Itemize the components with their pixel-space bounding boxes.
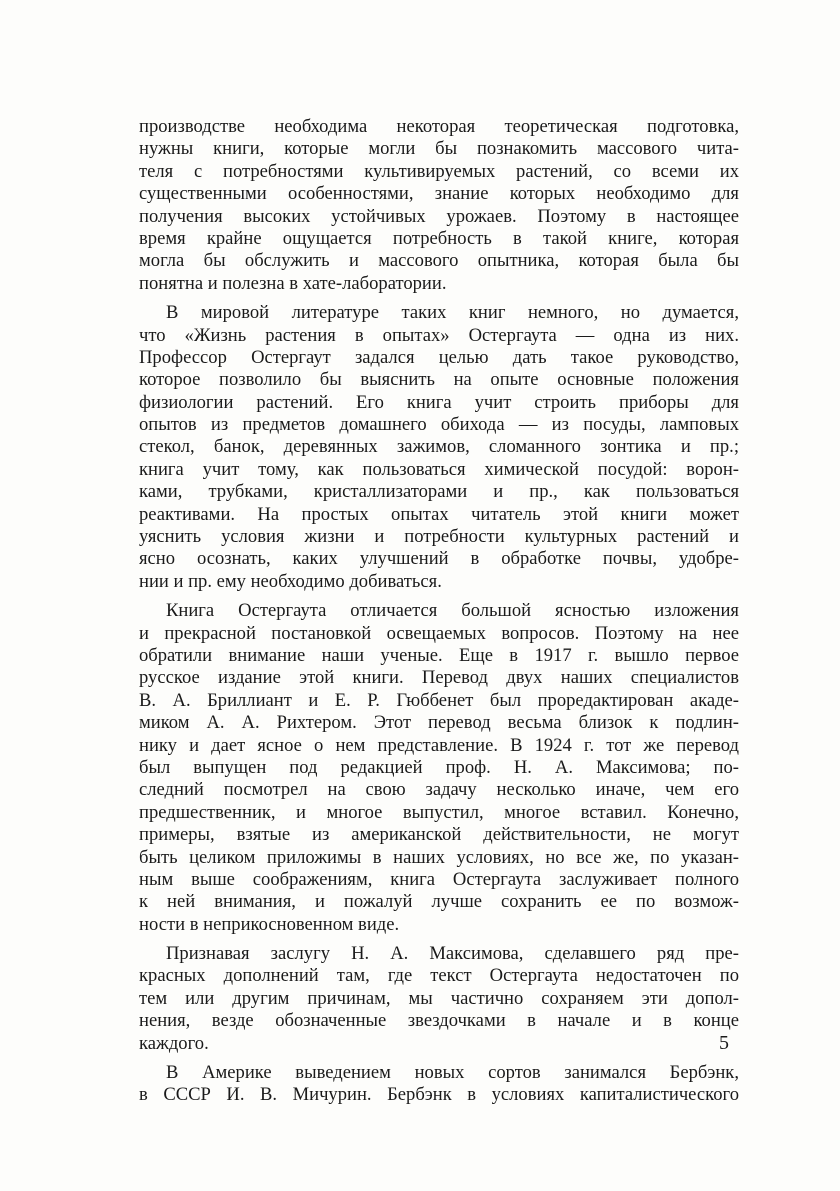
text-line: Книга Остергаута отличается большой ясностью изложения — [166, 600, 739, 622]
paragraph — [139, 943, 739, 1055]
text-line: опытов из предметов домашнего обихода — из посуды, ламповых — [139, 414, 739, 436]
text-line: реактивами. На простых опытах читатель этой книги может — [139, 503, 739, 525]
text-line: к ней внимания, и пожалуй лучше сохранить ее по возмож- — [139, 891, 739, 913]
text-line: нику и дает ясное о нем представление. В 1924 г. тот же перевод — [139, 734, 739, 756]
text-line: существенными особенностями, знание которых необходимо для — [139, 183, 739, 205]
text-line: Профессор Остергаут задался целью дать такое руководство, — [139, 346, 739, 368]
text-line: производстве необходима некоторая теоретическая подготовка, — [139, 116, 739, 137]
text-line: предшественник, и многое выпустил, многое вставил. Конечно, — [139, 801, 739, 823]
text-line: могла бы обслужить и массового опытника, которая была бы — [139, 250, 739, 272]
paragraph-gap — [139, 593, 739, 600]
text-line: теля с потребностями культивируемых растений, со всеми их — [139, 160, 739, 182]
text-line: которое позволило бы выяснить на опыте основные положения — [139, 369, 739, 391]
text-line: уяснить условия жизни и потребности культурных растений и — [139, 526, 739, 548]
text-line: миком А. А. Рихтером. Этот перевод весьма близок к подлин- — [139, 712, 739, 734]
text-line: в СССР И. В. Мичурин. Бербэнк в условиях капиталистического — [139, 1084, 739, 1106]
text-line: нии и пр. ему необходимо добиваться. — [139, 570, 442, 592]
text-line: ности в неприкосновенном виде. — [139, 913, 400, 935]
text-line: стекол, банок, деревянных зажимов, сломанного зонтика и пр.; — [139, 436, 739, 458]
text-line: что «Жизнь растения в опытах» Остергаута — одна из них. — [139, 324, 739, 346]
text-line: книга учит тому, как пользоваться химической посудой: ворон- — [139, 458, 739, 480]
text-line: красных дополнений там, где текст Остергаута недостаточен по — [139, 965, 739, 987]
text-line: В мировой литературе таких книг немного, но думается, — [166, 302, 739, 324]
text-line: был выпущен под редакцией проф. Н. А. Максимова; по- — [139, 756, 739, 778]
text-line: время крайне ощущается потребность в такой книге, которая — [139, 227, 739, 249]
text-line: нужны книги, которые могли бы познакомить массового чита- — [139, 138, 739, 160]
page-number: 5 — [719, 1032, 729, 1054]
text-line: и прекрасной постановкой освещаемых вопросов. Поэтому на нее — [139, 622, 739, 644]
text-line: Признавая заслугу Н. А. Максимова, сделавшего ряд пре- — [166, 943, 739, 965]
text-line: получения высоких устойчивых урожаев. Поэтому в настоящее — [139, 205, 739, 227]
paragraph — [139, 1062, 739, 1107]
text-line: В. А. Бриллиант и Е. Р. Гюббенет был проредактирован акаде- — [139, 689, 739, 711]
text-line: физиологии растений. Его книга учит строить приборы для — [139, 391, 739, 413]
text-line: следний посмотрел на свою задачу несколько иначе, чем его — [139, 779, 739, 801]
text-line: обратили внимание наши ученые. Еще в 1917 г. вышло первое — [139, 644, 739, 666]
text-line: понятна и полезна в хате-лаборатории. — [139, 272, 447, 294]
text-line: быть целиком приложимы в наших условиях, но все же, по указан- — [139, 846, 739, 868]
text-line: тем или другим причинам, мы частично сохраняем эти допол- — [139, 987, 739, 1009]
paragraph-gap — [139, 1055, 739, 1062]
text-line: нения, везде обозначенные звездочками в начале и в конце — [139, 1010, 739, 1032]
paragraph — [139, 116, 739, 295]
paragraph-gap — [139, 295, 739, 302]
text-line: В Америке выведением новых сортов занимался Бербэнк, — [166, 1062, 739, 1084]
text-line: ным выше соображениям, книга Остергаута заслуживает полного — [139, 868, 739, 890]
paragraph-gap — [139, 936, 739, 943]
text-line: примеры, взятые из американской действительности, не могут — [139, 824, 739, 846]
text-line: ками, трубками, кристаллизаторами и пр., как пользоваться — [139, 481, 739, 503]
body-text — [139, 116, 739, 1107]
text-line: каждого. — [139, 1032, 209, 1054]
text-line: русское издание этой книги. Перевод двух наших специалистов — [139, 667, 739, 689]
paragraph — [139, 302, 739, 593]
paragraph — [139, 600, 739, 936]
text-line: ясно осознать, каких улучшений в обработке почвы, удобре- — [139, 548, 739, 570]
